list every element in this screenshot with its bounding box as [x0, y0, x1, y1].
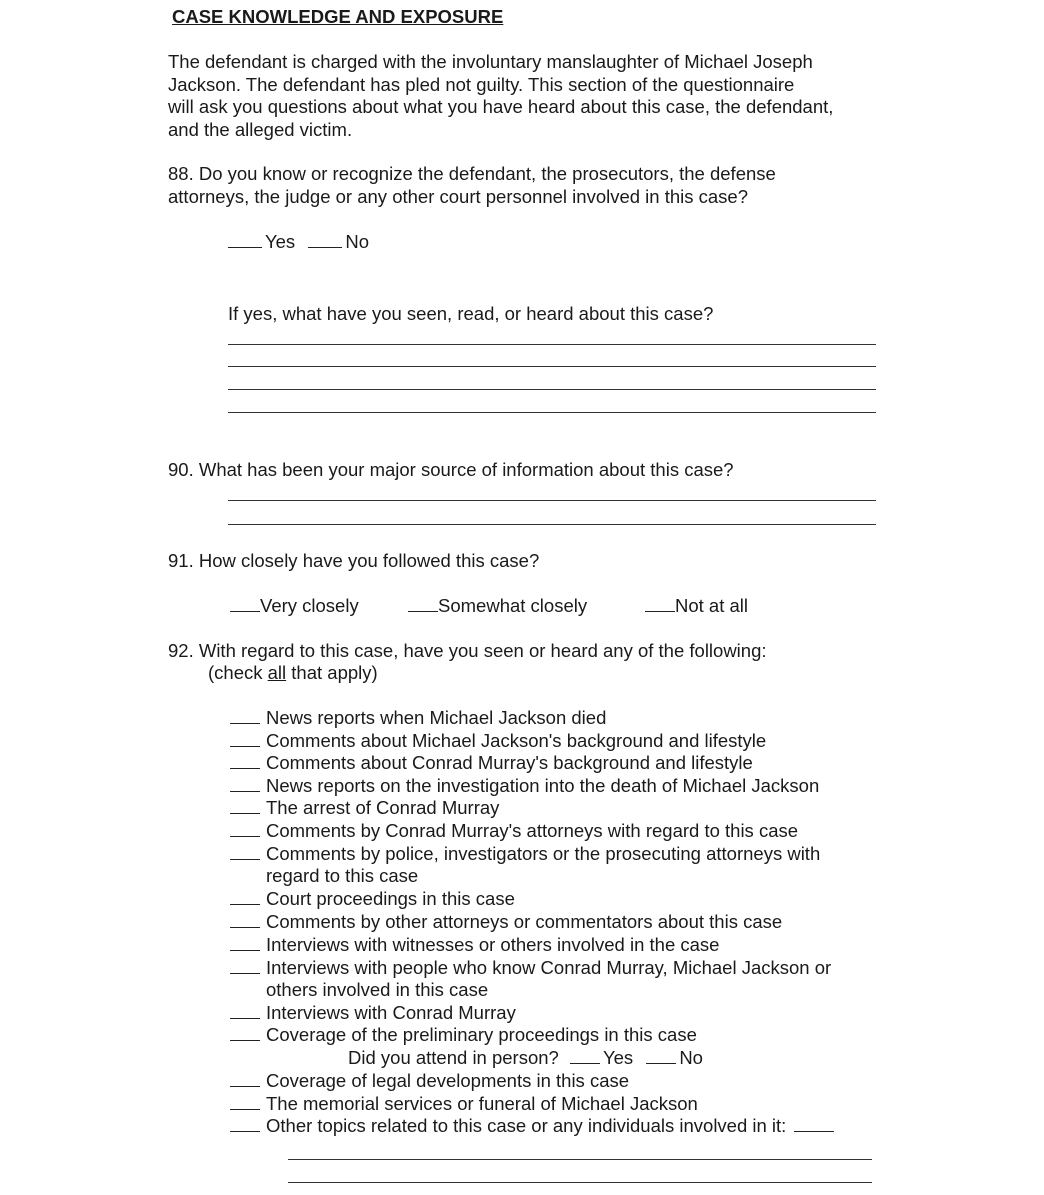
- question-88-line: attorneys, the judge or any other court personnel involved in this case?: [168, 185, 749, 207]
- section-title: CASE KNOWLEDGE AND EXPOSURE: [172, 6, 504, 27]
- answer-line[interactable]: [228, 389, 876, 390]
- question-90: 90. What has been your major source of information about this case?: [168, 459, 734, 480]
- option-not-at-all: [645, 595, 748, 617]
- question-92-instruction: [208, 662, 378, 684]
- check-blank[interactable]: [230, 1131, 260, 1132]
- option-blank[interactable]: [230, 611, 260, 612]
- checklist-label: Comments about Conrad Murray's background and lifestyle: [266, 752, 753, 773]
- attend-no-label: No: [679, 1047, 703, 1068]
- yes-blank[interactable]: [228, 247, 262, 248]
- answer-line[interactable]: [228, 412, 876, 413]
- question-88-followup: If yes, what have you seen, read, or heard about this case?: [228, 303, 714, 324]
- checklist-item: [230, 888, 515, 910]
- other-topics-blank[interactable]: [794, 1131, 834, 1132]
- question-88-line: 88. Do you know or recognize the defendant, the prosecutors, the defense: [168, 163, 776, 184]
- checklist-continuation: others involved in this case: [266, 979, 489, 1000]
- checklist-item: [230, 752, 753, 774]
- check-blank[interactable]: [230, 813, 260, 814]
- option-blank[interactable]: [645, 611, 675, 612]
- check-blank[interactable]: [230, 768, 260, 769]
- instruction-text: (check: [208, 662, 268, 683]
- checklist-label: Comments about Michael Jackson's background and lifestyle: [266, 730, 767, 751]
- option-label: Somewhat closely: [438, 595, 588, 616]
- checklist-item: [230, 1070, 629, 1092]
- answer-line[interactable]: [288, 1159, 872, 1160]
- check-blank[interactable]: [230, 950, 260, 951]
- option-label: Not at all: [675, 595, 749, 616]
- option-somewhat-closely: [408, 595, 587, 617]
- check-blank[interactable]: [230, 836, 260, 837]
- yes-label: Yes: [265, 231, 296, 252]
- checklist-label: The memorial services or funeral of Michael Jackson: [266, 1093, 698, 1114]
- checklist-label: Coverage of legal developments in this case: [266, 1070, 630, 1091]
- checklist-item: [230, 775, 819, 797]
- answer-line[interactable]: [288, 1182, 872, 1183]
- checklist-item: [230, 843, 820, 865]
- check-blank[interactable]: [230, 927, 260, 928]
- checklist-label: Interviews with people who know Conrad Murray, Michael Jackson or: [266, 957, 832, 978]
- check-blank[interactable]: [230, 791, 260, 792]
- checklist-item: [230, 707, 606, 729]
- check-blank[interactable]: [230, 1018, 260, 1019]
- check-blank[interactable]: [230, 904, 260, 905]
- checklist-label: News reports on the investigation into the death of Michael Jackson: [266, 775, 820, 796]
- checklist-label: The arrest of Conrad Murray: [266, 797, 500, 818]
- checklist-label: Comments by other attorneys or commentators about this case: [266, 911, 783, 932]
- checklist-continuation: regard to this case: [266, 865, 419, 886]
- check-blank[interactable]: [230, 1109, 260, 1110]
- intro-line: and the alleged victim.: [168, 118, 353, 140]
- no-blank[interactable]: [308, 247, 342, 248]
- intro-paragraph: [168, 51, 833, 141]
- checklist-item: [230, 730, 766, 752]
- attend-yes-label: Yes: [602, 1047, 634, 1068]
- option-very-closely: [230, 595, 359, 617]
- intro-line: The defendant is charged with the involuntary manslaughter of Michael Joseph: [168, 51, 813, 72]
- checklist-item: [230, 1002, 516, 1024]
- question-88: [168, 163, 776, 208]
- answer-line[interactable]: [228, 344, 876, 345]
- option-blank[interactable]: [408, 611, 438, 612]
- check-blank[interactable]: [230, 723, 260, 724]
- attend-yes-blank[interactable]: [570, 1063, 600, 1064]
- checklist-item: [230, 797, 499, 819]
- checklist-item: [230, 911, 782, 933]
- instruction-emphasis: all: [267, 662, 287, 683]
- checklist-label: Comments by Conrad Murray's attorneys with regard to this case: [266, 820, 799, 841]
- answer-line[interactable]: [228, 500, 876, 501]
- checklist-label: Coverage of the preliminary proceedings in this case: [266, 1024, 697, 1045]
- checklist-item: [230, 934, 719, 956]
- checklist-item: [230, 1093, 698, 1115]
- intro-line: will ask you questions about what you have heard about this case, the defendant,: [168, 96, 834, 117]
- checklist-item: [230, 957, 831, 979]
- checklist-label: Other topics related to this case or any individuals involved in it:: [266, 1115, 787, 1136]
- no-label: No: [345, 231, 369, 252]
- check-blank[interactable]: [230, 859, 260, 860]
- checklist-label: Comments by police, investigators or the prosecuting attorneys with: [266, 843, 821, 864]
- checklist-item: [230, 1024, 697, 1046]
- check-blank[interactable]: [230, 973, 260, 974]
- check-blank[interactable]: [230, 1086, 260, 1087]
- option-label: Very closely: [260, 595, 359, 616]
- attend-no-blank[interactable]: [646, 1063, 676, 1064]
- intro-line: Jackson. The defendant has pled not guilty. This section of the questionnaire: [168, 73, 795, 95]
- checklist-label: Interviews with Conrad Murray: [266, 1002, 516, 1023]
- attend-question: Did you attend in person?: [348, 1047, 559, 1068]
- check-blank[interactable]: [230, 746, 260, 747]
- answer-line[interactable]: [228, 524, 876, 525]
- checklist-label: News reports when Michael Jackson died: [266, 707, 607, 728]
- question-88-answers: [228, 231, 369, 253]
- answer-line[interactable]: [228, 366, 876, 367]
- check-blank[interactable]: [230, 1040, 260, 1041]
- question-91: 91. How closely have you followed this case?: [168, 550, 540, 571]
- checklist-label: Court proceedings in this case: [266, 888, 515, 909]
- question-92: 92. With regard to this case, have you seen or heard any of the following:: [168, 640, 767, 661]
- attend-in-person: [348, 1047, 703, 1069]
- checklist-item: [230, 1115, 840, 1137]
- checklist-label: Interviews with witnesses or others involved in the case: [266, 934, 720, 955]
- instruction-text: that apply): [286, 662, 378, 683]
- checklist-item: [230, 820, 798, 842]
